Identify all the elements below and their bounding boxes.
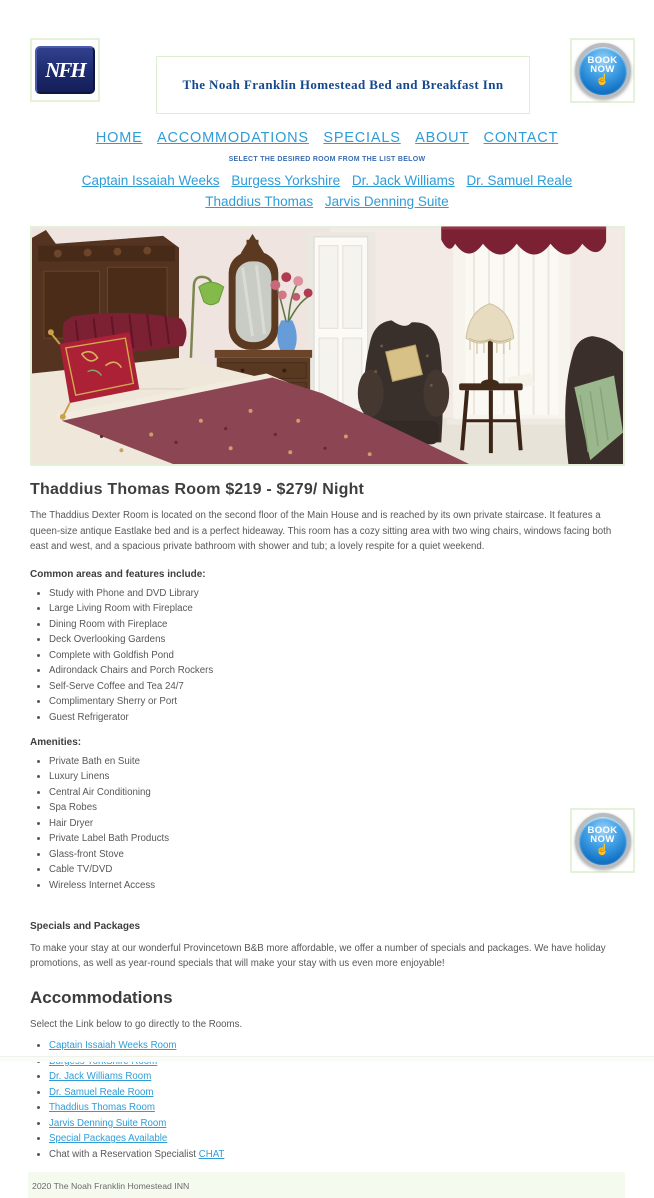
room-selector-instruction: SELECT THE DESIRED ROOM FROM THE LIST BELOW <box>228 156 426 163</box>
list-item <box>49 1118 625 1129</box>
list-item: • Glass-front Stove <box>49 849 625 860</box>
list-item <box>49 1040 625 1051</box>
nav-accommodations[interactable]: ACCOMMODATIONS <box>157 130 309 146</box>
list-item: • Wireless Internet Access <box>49 880 625 891</box>
accommodations-heading: Accommodations <box>30 987 173 1007</box>
book-now-label-2: NOW <box>590 834 615 845</box>
amenities-list <box>49 756 625 891</box>
room-description: The Thaddius Dexter Room is located on the second floor of the Main House and is reached by its own private staircase. It features a queen-size antique Eastlake bed and is a perfect hideaway. This room has a cozy sitting area with two wing chairs, windows facing both east and west, and a spacious private bathroom with shower and tub; a lovely respite for a quiet weekend. <box>30 510 612 553</box>
accom-link-dr-samuel-reale[interactable]: Dr. Samuel Reale Room <box>49 1086 154 1098</box>
nav-home[interactable]: HOME <box>95 130 143 146</box>
list-item: • Complete with Goldfish Pond <box>49 650 625 661</box>
list-item: • Spa Robes <box>49 802 625 813</box>
list-item <box>49 1087 625 1098</box>
book-now-button-2[interactable] <box>575 813 631 869</box>
list-item: • Deck Overlooking Gardens <box>49 634 625 645</box>
nav-contact[interactable]: CONTACT <box>483 130 559 146</box>
list-item: • Large Living Room with Fireplace <box>49 603 625 614</box>
list-item <box>49 1133 625 1144</box>
list-item: • Central Air Conditioning <box>49 787 625 798</box>
accom-link-jarvis-denning-suite[interactable]: Jarvis Denning Suite Room <box>49 1117 167 1129</box>
room-photo-illustration <box>32 228 623 464</box>
specials-text: To make your stay at our wonderful Provincetown B&B more affordable, we offer a number of specials and packages. We have holiday promotions, as well as year-round specials that will make your stay with us even more enjoyable! <box>30 942 606 970</box>
list-item: • Private Bath en Suite <box>49 756 625 767</box>
specials-heading: Specials and Packages <box>30 920 141 932</box>
common-areas-list <box>49 588 625 723</box>
list-item: • Complimentary Sherry or Port <box>49 696 625 707</box>
bottom-divider <box>0 1056 654 1062</box>
hand-pointer-icon: ☝ <box>595 844 610 856</box>
room-link-jarvis-denning-suite[interactable]: Jarvis Denning Suite <box>324 194 449 209</box>
accom-link-captain-issaiah-weeks[interactable]: Captain Issaiah Weeks Room <box>49 1040 177 1052</box>
book-now-button[interactable] <box>575 43 631 99</box>
nav-specials[interactable]: SPECIALS <box>323 130 401 146</box>
hand-pointer-icon: ☝ <box>595 74 610 86</box>
nfh-logo-text: NFH <box>45 57 85 82</box>
room-title: Thaddius Thomas Room $219 - $279/ Night <box>30 481 365 498</box>
nfh-logo[interactable] <box>35 46 95 94</box>
room-link-captain-issaiah-weeks[interactable]: Captain Issaiah Weeks <box>81 173 220 188</box>
chat-text: Chat with a Reservation Specialist <box>49 1148 199 1160</box>
list-item: • Luxury Linens <box>49 771 625 782</box>
accommodations-intro: Select the Link below to go directly to the Rooms. <box>30 1018 243 1030</box>
list-item: • Self-Serve Coffee and Tea 24/7 <box>49 681 625 692</box>
book-now-frame-bottom <box>570 808 635 873</box>
room-link-thaddius-thomas[interactable]: Thaddius Thomas <box>205 194 314 209</box>
list-item <box>49 1102 625 1113</box>
list-item <box>49 1149 625 1160</box>
wing-chair-right <box>565 336 623 464</box>
list-item: • Private Label Bath Products <box>49 833 625 844</box>
room-selector-links <box>55 170 600 212</box>
list-item: • Cable TV/DVD <box>49 864 625 875</box>
common-areas-heading: Common areas and features include: <box>30 568 206 580</box>
specials-section <box>30 921 625 972</box>
list-item: • Adirondack Chairs and Porch Rockers <box>49 665 625 676</box>
logo-frame <box>30 38 100 102</box>
list-item: • Study with Phone and DVD Library <box>49 588 625 599</box>
list-item <box>49 1071 625 1082</box>
footer <box>28 1172 625 1198</box>
list-item: • Guest Refrigerator <box>49 712 625 723</box>
accom-link-thaddius-thomas[interactable]: Thaddius Thomas Room <box>49 1102 155 1114</box>
header <box>30 38 635 114</box>
book-now-label-2: NOW <box>590 64 615 75</box>
book-now-frame-top <box>570 38 635 103</box>
room-link-burgess-yorkshire[interactable]: Burgess Yorkshire <box>231 173 341 188</box>
book-now-label-1: BOOK <box>587 55 618 66</box>
main-nav <box>0 129 654 147</box>
nav-about[interactable]: ABOUT <box>415 130 470 146</box>
amenities-heading: Amenities: <box>30 736 82 748</box>
accom-link-special-packages[interactable]: Special Packages Available <box>49 1133 168 1145</box>
book-now-label-1: BOOK <box>587 825 618 836</box>
site-title-box <box>156 56 530 114</box>
list-item: • Dining Room with Fireplace <box>49 619 625 630</box>
site-title: The Noah Franklin Homestead Bed and Breakfast Inn <box>182 77 504 92</box>
chat-link[interactable]: CHAT <box>198 1148 225 1160</box>
accom-link-dr-jack-williams[interactable]: Dr. Jack Williams Room <box>49 1071 152 1083</box>
copyright-text: 2020 The Noah Franklin Homestead INN <box>32 1180 190 1191</box>
room-link-dr-samuel-reale[interactable]: Dr. Samuel Reale <box>466 173 573 188</box>
room-link-dr-jack-williams[interactable]: Dr. Jack Williams <box>351 173 455 188</box>
page <box>0 38 654 1191</box>
list-item: • Hair Dryer <box>49 818 625 829</box>
room-photo <box>30 226 625 466</box>
